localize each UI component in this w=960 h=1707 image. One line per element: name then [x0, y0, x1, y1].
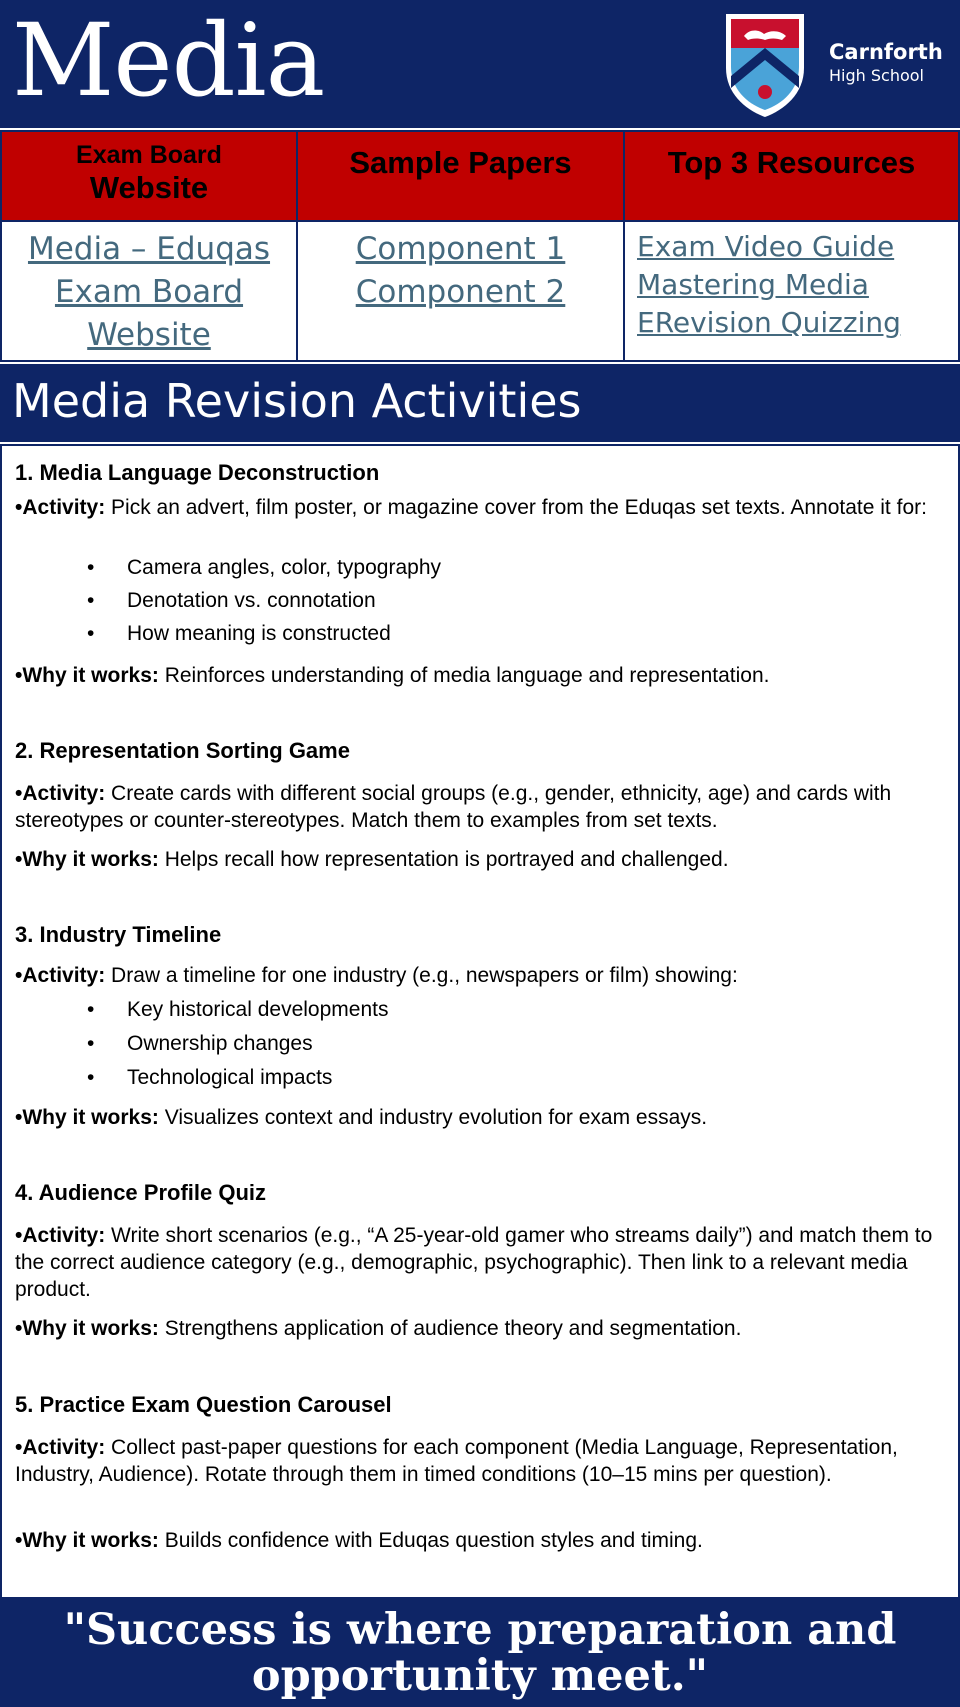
exam-board-column [2, 132, 298, 360]
sample-papers-header [298, 132, 623, 222]
top-resources-heading: Top 3 Resources [667, 145, 916, 180]
exam-board-heading-line1: Exam Board [76, 141, 222, 169]
mastering-media-link[interactable]: Mastering Media [637, 268, 869, 301]
activities-panel [0, 444, 960, 1599]
list-item: • Key historical developments [87, 998, 389, 1021]
activity-title: 1. Media Language Deconstruction [15, 460, 380, 485]
sample-papers-column [298, 132, 625, 360]
activity-description: •Activity: Create cards with different social groups (e.g., gender, ethnicity, age) and cards with stereotypes or counter-stereotypes. Match them to examples from set texts. [15, 782, 892, 832]
activity-description: •Activity: Collect past-paper questions for each component (Media Language, Representation, Industry, Audience). Rotate through them in timed conditions (10–15 mins per question). [15, 1436, 898, 1486]
list-item: • Technological impacts [87, 1066, 333, 1089]
exam-board-heading-line2: Website [89, 169, 209, 205]
activity-title: 4. Audience Profile Quiz [15, 1180, 267, 1205]
sample-papers-heading: Sample Papers [349, 145, 572, 180]
why-it-works: •Why it works: Builds confidence with Eduqas question styles and timing. [15, 1529, 703, 1552]
erevision-quizzing-link[interactable]: ERevision Quizzing [637, 306, 901, 339]
why-it-works: •Why it works: Strengthens application of audience theory and segmentation. [15, 1317, 742, 1340]
eduqas-website-link-line3[interactable]: Website [87, 317, 211, 353]
list-item: • How meaning is constructed [87, 622, 391, 645]
page-title: Media [12, 2, 325, 119]
school-name: Carnforth [829, 40, 943, 64]
top-resources-header [625, 132, 958, 222]
section-banner [0, 364, 960, 442]
component-1-link[interactable]: Component 1 [355, 231, 566, 267]
activity-description: •Activity: Pick an advert, film poster, or magazine cover from the Eduqas set texts. Annotate it for: [15, 496, 927, 519]
eduqas-website-link-line2[interactable]: Exam Board [54, 274, 244, 310]
activity-title: 5. Practice Exam Question Carousel [15, 1392, 392, 1417]
eduqas-website-link[interactable]: Media – Eduqas [27, 231, 271, 267]
exam-video-guide-link[interactable]: Exam Video Guide [637, 230, 895, 263]
component-2-link[interactable]: Component 2 [355, 274, 566, 310]
top-resources-column [625, 132, 958, 360]
activity-description: •Activity: Write short scenarios (e.g., “A 25-year-old gamer who streams daily”) and match them to the correct audience category (e.g., demographic, psychographic). Then link to a relevant media product. [15, 1224, 933, 1301]
footer-quote: "Success is where preparation and opportunity meet." [0, 1599, 960, 1707]
why-it-works: •Why it works: Visualizes context and industry evolution for exam essays. [15, 1106, 708, 1129]
activity-title: 2. Representation Sorting Game [15, 738, 350, 763]
why-it-works: •Why it works: Helps recall how representation is portrayed and challenged. [15, 848, 729, 871]
list-item: • Denotation vs. connotation [87, 589, 376, 612]
resources-table [0, 130, 960, 362]
why-it-works: •Why it works: Reinforces understanding of media language and representation. [15, 664, 770, 687]
activity-title: 3. Industry Timeline [15, 922, 222, 947]
section-title: Media Revision Activities [12, 374, 582, 428]
list-item: • Camera angles, color, typography [87, 556, 442, 579]
list-item: • Ownership changes [87, 1032, 313, 1055]
activity-description: •Activity: Draw a timeline for one industry (e.g., newspapers or film) showing: [15, 964, 738, 987]
school-crest-icon [722, 10, 808, 120]
school-subtitle: High School [829, 66, 924, 85]
exam-board-header [2, 132, 296, 222]
page-header [0, 0, 960, 128]
